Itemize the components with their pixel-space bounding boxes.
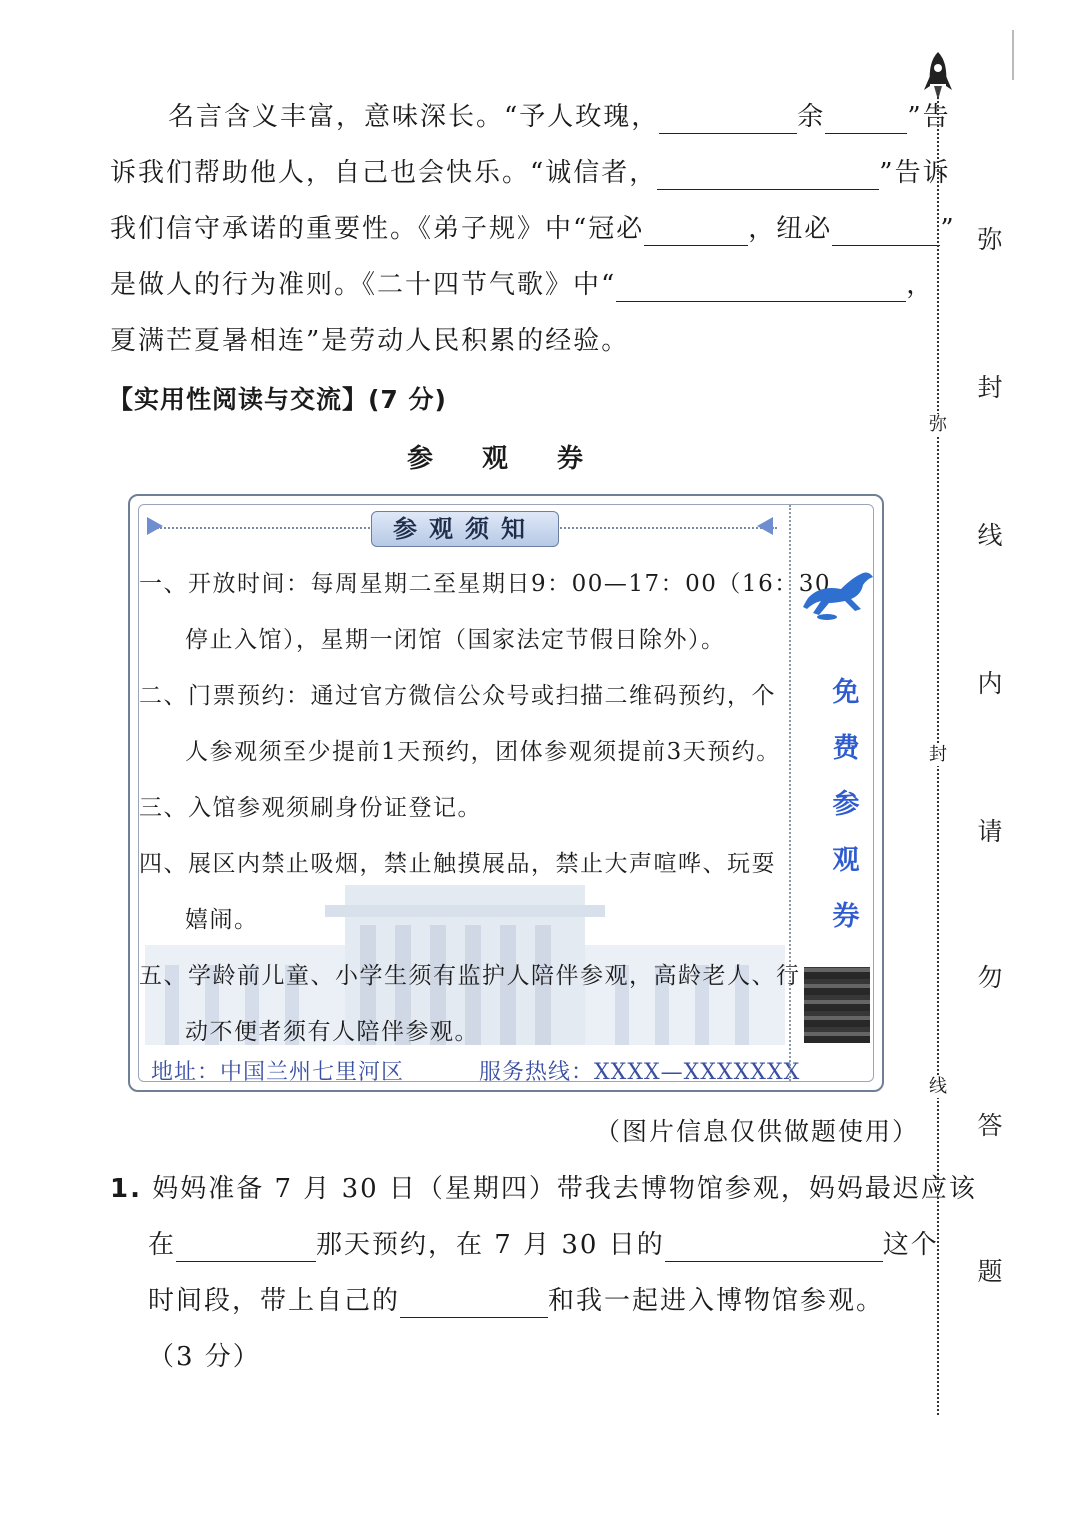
rule-line: 二、门票预约：通过官方微信公众号或扫描二维码预约，个 <box>139 683 776 709</box>
arrow-right-icon <box>147 517 163 535</box>
answer-blank[interactable] <box>665 1233 883 1262</box>
ticket-frame <box>138 504 874 1085</box>
question-1-line-1: 1. 妈妈准备 7 月 30 日（星期四）带我去博物馆参观，妈妈最迟应该 <box>110 1174 977 1204</box>
free-ticket-label: 免 费 参 观 券 <box>832 677 860 932</box>
answer-blank[interactable] <box>616 273 906 302</box>
rule-line: 一、开放时间：每周星期二至星期日9：00—17：00（16：30 <box>139 571 831 597</box>
passage-line-4: 是做人的行为准则。《二十四节气歌》中“ ， <box>110 270 935 300</box>
qr-code[interactable] <box>804 967 870 1043</box>
ticket-hotline: 服务热线：XXXX—XXXXXXX <box>479 1060 801 1085</box>
margin-warning-char: 封 <box>977 373 1003 402</box>
passage-line-2: 诉我们帮助他人，自己也会快乐。“诚信者， ”告诉 <box>110 158 951 188</box>
question-number: 1. <box>110 1174 142 1204</box>
margin-warning-char: 勿 <box>977 963 1003 992</box>
page-edge-mark <box>1012 30 1014 80</box>
arrow-left-icon <box>757 517 773 535</box>
margin-warning-char: 题 <box>977 1257 1003 1286</box>
question-1-points: （3 分） <box>148 1342 261 1372</box>
margin-warning-char: 答 <box>977 1111 1003 1140</box>
ticket-title: 参 观 券 <box>406 444 604 474</box>
answer-blank[interactable] <box>832 217 940 246</box>
question-1-line-3: 时间段，带上自己的 和我一起进入博物馆参观。 <box>148 1286 885 1316</box>
galloping-horse-icon <box>801 563 881 623</box>
passage-line-5: 夏满芒夏暑相连”是劳动人民积累的经验。 <box>110 326 630 356</box>
rule-line: 动不便者须有人陪伴参观。 <box>185 1019 479 1045</box>
answer-blank[interactable] <box>659 105 797 134</box>
rule-line: 五、学龄前儿童、小学生须有监护人陪伴参观，高龄老人、行 <box>139 963 801 989</box>
notice-title: 参观须知 <box>371 511 559 547</box>
ticket-address: 地址：中国兰州七里河区 <box>151 1060 405 1085</box>
answer-blank[interactable] <box>657 161 879 190</box>
answer-blank[interactable] <box>400 1289 548 1318</box>
seal-line-label: 弥 <box>926 414 950 436</box>
ticket-stub-divider <box>789 505 791 1081</box>
passage-line-3: 我们信守承诺的重要性。《弟子规》中“冠必 ，纽必 ” <box>110 214 956 244</box>
rule-line: 四、展区内禁止吸烟，禁止触摸展品，禁止大声喧哗、玩耍 <box>139 851 776 877</box>
margin-warning-char: 请 <box>977 817 1003 846</box>
rule-line: 停止入馆），星期一闭馆（国家法定节假日除外）。 <box>185 627 726 653</box>
image-note: （图片信息仅供做题使用） <box>595 1117 920 1146</box>
answer-blank[interactable] <box>176 1233 316 1262</box>
answer-blank[interactable] <box>825 105 907 134</box>
question-1-line-2: 在 那天预约，在 7 月 30 日的 这个 <box>148 1230 939 1260</box>
museum-ticket <box>128 494 884 1092</box>
margin-warning-char: 内 <box>977 669 1003 698</box>
seal-line-label: 线 <box>926 1076 950 1098</box>
rule-line: 人参观须至少提前1天预约，团体参观须提前3天预约。 <box>185 739 781 765</box>
margin-warning-char: 线 <box>977 521 1003 550</box>
passage-line-1: 名言含义丰富，意味深长。“予人玫瑰， 余 ”告 <box>168 102 951 132</box>
margin-warning-char: 弥 <box>977 225 1003 254</box>
rule-line: 嬉闹。 <box>185 907 259 933</box>
section-heading: 【实用性阅读与交流】(7 分) <box>108 385 447 414</box>
rule-line: 三、入馆参观须刷身份证登记。 <box>139 795 482 821</box>
seal-line-label: 封 <box>926 744 950 766</box>
answer-blank[interactable] <box>644 217 748 246</box>
